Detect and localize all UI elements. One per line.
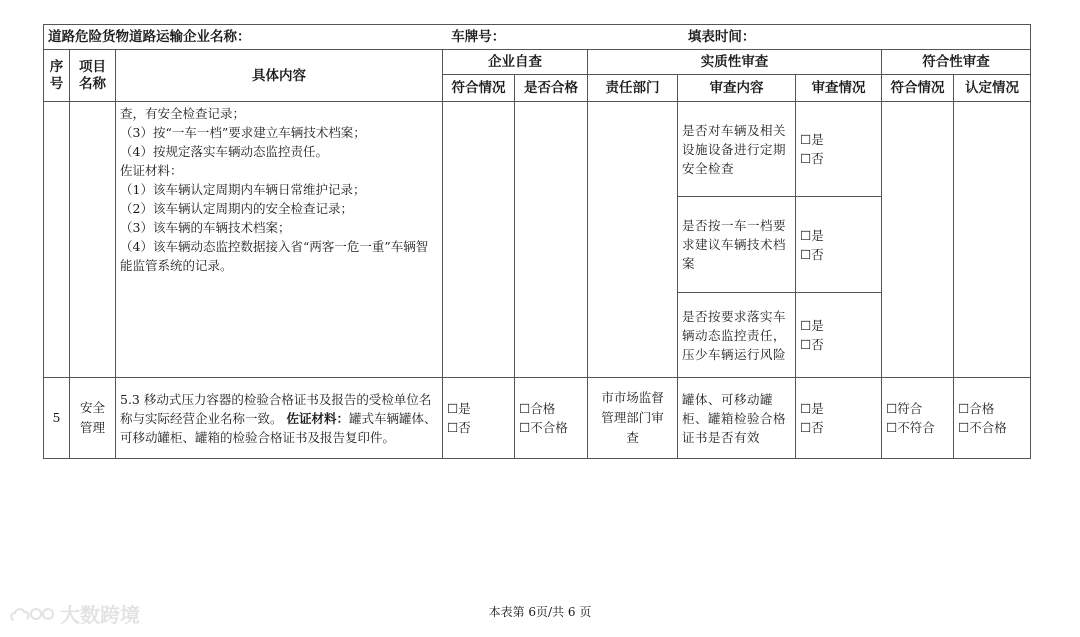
- company-name-label: 道路危险货物道路运输企业名称：: [48, 29, 251, 45]
- table-row-continued: [44, 102, 1031, 197]
- row5-review-content: 罐体、可移动罐柜、罐箱检验合格证书是否有效: [678, 378, 796, 459]
- row5-evidence-label: 佐证材料：: [286, 410, 350, 426]
- col-content-header: 具体内容: [116, 50, 443, 102]
- col-self-qualified-header: 是否合格: [515, 75, 588, 102]
- form-header-cell: [44, 25, 1031, 50]
- row5-self-no-checkbox[interactable]: ☐否: [447, 420, 471, 435]
- row5-review-yes-checkbox[interactable]: ☐是: [800, 401, 824, 416]
- review-status-3: [796, 293, 882, 378]
- row5-confirm-yes-checkbox[interactable]: ☐合格: [958, 401, 995, 416]
- form-header-row: [44, 25, 1031, 50]
- page-number-footer: 本表第 6页/共 6 页: [488, 605, 592, 619]
- review-no-checkbox-3[interactable]: ☐否: [800, 337, 824, 352]
- col-self-check-header: 企业自查: [443, 50, 588, 75]
- col-review-status-header: 审查情况: [796, 75, 882, 102]
- row5-review-no-checkbox[interactable]: ☐否: [800, 420, 824, 435]
- row5-dept: 市市场监督管理部门审查: [588, 378, 678, 459]
- watermark-text: 大数跨境: [60, 603, 140, 627]
- table-row: [44, 378, 1031, 459]
- inspection-form-table: [43, 24, 1031, 459]
- col-confirm-status-header: 认定情况: [954, 75, 1031, 102]
- review-no-checkbox-1[interactable]: ☐否: [800, 151, 824, 166]
- cont-content-cell: 查，有安全检查记录； （3）按“一车一档”要求建立车辆技术档案； （4）按规定落实车辆动态监控责任。 佐证材料： （1）该车辆认定周期内车辆日常维护记录； （2）该车辆认定周期内的安全检查记录； （3）该车辆的车辆技术档案； （4）该车辆动态监控数据接入省“两客一危一重”车辆智能监管系统的记录。: [116, 102, 443, 378]
- col-conformity-review-header: 符合性审查: [882, 50, 1031, 75]
- review-yes-checkbox-3[interactable]: ☐是: [800, 318, 824, 333]
- review-yes-checkbox-2[interactable]: ☐是: [800, 227, 824, 243]
- row5-self-conformity: [443, 378, 515, 459]
- row5-confirm-no-checkbox[interactable]: ☐不合格: [958, 420, 1007, 435]
- row5-index: 5: [44, 378, 70, 459]
- cont-index-cell: [44, 102, 70, 378]
- row5-evidence-text: 罐式车辆罐体、可移动罐柜、罐箱的检验合格证书及报告复印件。: [120, 410, 437, 445]
- col-item-name-header: 项目 名称: [70, 50, 116, 102]
- row5-conf-status: [882, 378, 954, 459]
- review-status-2: [796, 197, 882, 293]
- row5-self-unqualified-checkbox[interactable]: ☐不合格: [519, 420, 568, 435]
- cont-dept-cell: [588, 102, 678, 378]
- cont-self-conformity-cell: [443, 102, 515, 378]
- cloud-logo-icon: [8, 602, 56, 626]
- column-header-row-1: [44, 50, 1031, 75]
- row5-item-name: 安全管理: [70, 378, 116, 459]
- cont-conf-status-cell: [882, 102, 954, 378]
- inspection-form-sheet: [43, 24, 1031, 459]
- col-substantive-header: 实质性审查: [588, 50, 882, 75]
- review-status-1: [796, 102, 882, 197]
- review-content-2: 是否按一车一档要求建议车辆技术档案: [678, 197, 796, 293]
- cont-confirm-status-cell: [954, 102, 1031, 378]
- fill-date-label: 填表时间：: [687, 29, 756, 45]
- col-conf-status-header: 符合情况: [882, 75, 954, 102]
- col-dept-header: 责任部门: [588, 75, 678, 102]
- row5-self-yes-checkbox[interactable]: ☐是: [447, 401, 471, 416]
- row5-self-qualified: [515, 378, 588, 459]
- row5-confirm-status: [954, 378, 1031, 459]
- row5-self-qualified-checkbox[interactable]: ☐合格: [519, 401, 556, 416]
- watermark: [8, 599, 140, 628]
- col-index-header: 序 号: [44, 50, 70, 102]
- col-review-content-header: 审查内容: [678, 75, 796, 102]
- plate-number-label: 车牌号：: [451, 29, 506, 45]
- review-no-checkbox-2[interactable]: ☐否: [800, 246, 824, 262]
- row5-content: 5.3 移动式压力容器的检验合格证书及报告的受检单位名称与实际经营企业名称一致。 佐证材料：罐式车辆罐体、可移动罐柜、罐箱的检验合格证书及报告复印件。: [116, 378, 443, 459]
- col-self-conformity-header: 符合情况: [443, 75, 515, 102]
- row5-conf-yes-checkbox[interactable]: ☐符合: [886, 401, 923, 416]
- row5-review-status: [796, 378, 882, 459]
- row5-conf-no-checkbox[interactable]: ☐不符合: [886, 420, 935, 435]
- review-yes-checkbox-1[interactable]: ☐是: [800, 132, 824, 147]
- review-content-1: 是否对车辆及相关设施设备进行定期安全检查: [678, 102, 796, 197]
- cont-self-qualified-cell: [515, 102, 588, 378]
- review-content-3: 是否按要求落实车辆动态监控责任，压少车辆运行风险: [678, 293, 796, 378]
- cont-item-name-cell: [70, 102, 116, 378]
